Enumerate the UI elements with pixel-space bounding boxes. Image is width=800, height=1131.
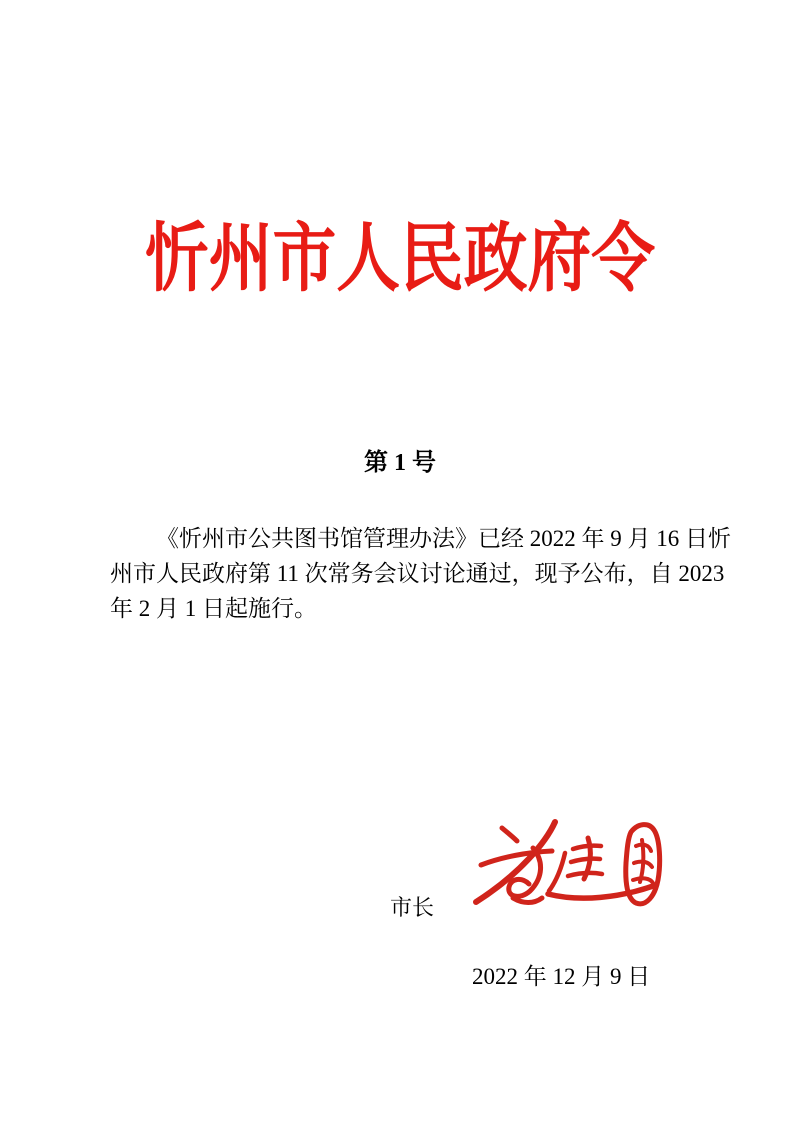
body-line: 《忻州市公共图书馆管理办法》已经 2022 年 9 月 16 日忻: [156, 526, 731, 551]
body-paragraph: [110, 521, 731, 626]
document-title: [0, 216, 800, 300]
order-number: 第 1 号: [364, 450, 436, 476]
issue-date: 2022 年 12 月 9 日: [472, 964, 651, 989]
signature-handwriting: [450, 808, 665, 912]
document-title-text: 忻州市人民政府令: [144, 216, 655, 300]
signer-title-label: 市长: [390, 895, 435, 920]
body-line: 州市人民政府第 11 次常务会议讨论通过，现予公布，自 2023: [110, 561, 725, 586]
body-line: 年 2 月 1 日起施行。: [110, 596, 317, 621]
